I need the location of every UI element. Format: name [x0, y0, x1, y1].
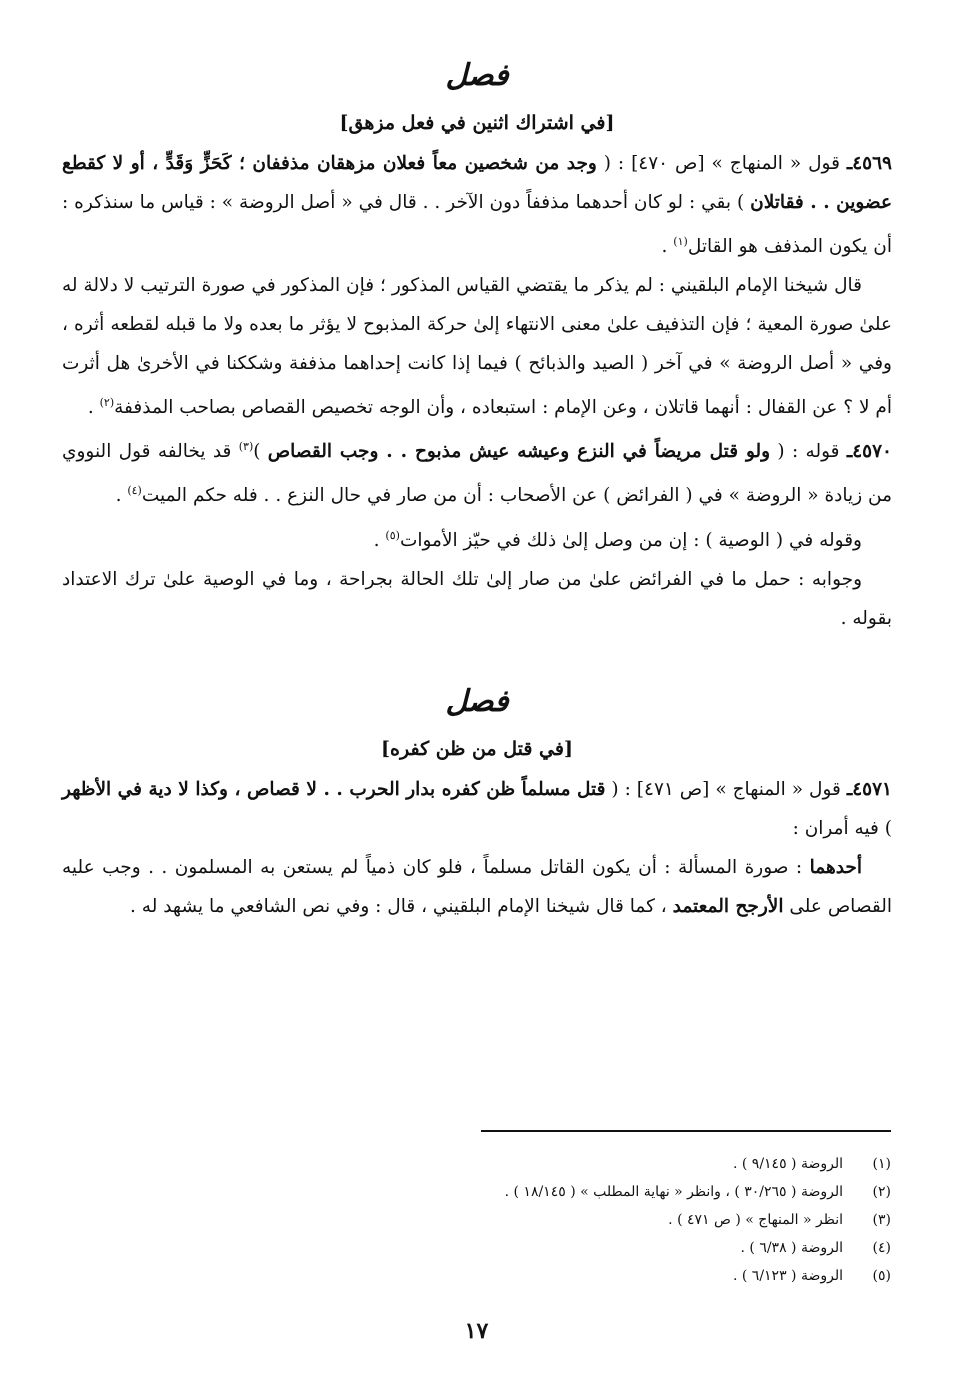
- section-ornament: فصل: [445, 58, 509, 93]
- paragraph: ٤٥٧٠ـ قوله : ( ولو قتل مريضاً في النزع وعيشه عيش مذبوح . . وجب القصاص )$^{(٣)}$ قد يخالفه قول النووي من زيادة « الروضة » في ( الفرائض ) عن الأصحاب : أن من صار في حال النزع . . فله حكم الميت$^{(٤)}$ .: [62, 440, 892, 507]
- issue-number: ٤٥٧١ـ: [846, 778, 892, 800]
- paragraph: أحدهما : صورة المسألة : أن يكون القاتل مسلماً ، فلو كان ذمياً لم يستعن به المسلمون . . وجب عليه القصاص على الأرجح المعتمد ، كما قال شيخنا الإمام البلقيني ، قال : وفي نص الشافعي ما يشهد له .: [62, 856, 892, 917]
- footnote-ref: (١): [673, 235, 688, 248]
- footnote-ref: (٢): [99, 396, 115, 410]
- paragraph: وجوابه : حمل ما في الفرائض علىٰ من صار إلىٰ تلك الحالة بجراحة ، وما في الوصية علىٰ ترك الاعتداد بقوله .: [62, 568, 892, 629]
- footnote: (١) الروضة ( ٩/١٤٥ ) .: [732, 1156, 891, 1172]
- footnote: (٢) الروضة ( ٣٠/٢٦٥ ) ، وانظر « نهاية المطلب » ( ١٨/١٤٥ ) .: [504, 1184, 891, 1200]
- section-ornament: فصل: [445, 683, 509, 719]
- footnotes: [61, 1150, 891, 1290]
- paragraph: ٤٥٧١ـ قول « المنهاج » [ص ٤٧١] : ( قتل مسلماً ظن كفره بدار الحرب . . لا قصاص ، وكذا لا دية في الأظهر ) فيه أمران :: [62, 778, 892, 839]
- paragraph: وقوله في ( الوصية ) : إن من وصل إلىٰ ذلك في حيّز الأموات$^{(٥)}$ .: [373, 528, 862, 551]
- paragraph: ٤٥٦٩ـ قول « المنهاج » [ص ٤٧٠] : ( وجد من شخصين معاً فعلان مزهقان مذففان ؛ كَحَزٍّ وَقَدٍّ ، أو لا كقطع عضوين . . فقاتلان ) بقي : لو كان أحدهما مذففاً دون الآخر . . قال في « أصل الروضة » : قياس ما سنذكره : أن يكون المذفف هو القاتل$^{(١)}$ .: [62, 153, 892, 258]
- section-heading: [في قتل من ظن كفره]: [381, 737, 573, 760]
- footnote-divider: [481, 1130, 891, 1132]
- page-number: ١٧: [464, 1318, 489, 1344]
- section-heading: [في اشتراك اثنين في فعل مزهق]: [339, 112, 615, 134]
- page-body: [62, 58, 892, 926]
- footnote-ref: (٤): [127, 484, 142, 498]
- footnote-ref: (٣): [238, 440, 254, 454]
- footnote: (٥) الروضة ( ٦/١٢٣ ) .: [732, 1268, 891, 1284]
- issue-number: ٤٥٦٩ـ: [846, 153, 892, 174]
- paragraph: قال شيخنا الإمام البلقيني : لم يذكر ما يقتضي القياس المذكور ؛ فإن المذكور في صورة الترتيب لا دلالة له علىٰ صورة المعية ؛ فإن التذفيف علىٰ معنى الانتهاء إلىٰ حركة المذبوح لا يؤثر ما بعده ولا ما قبله لقطعه أثره ، وفي « أصل الروضة » في آخر ( الصيد والذبائح ) فيما إذا كانت إحداهما مذففة وشككنا في الأخرىٰ هل أثرت أم لا ؟ عن القفال : أنهما قاتلان ، وعن الإمام : استبعاده ، وأن الوجه تخصيص القصاص بصاحب المذففة$^{(٢)}$ .: [62, 275, 892, 419]
- footnote-ref: (٥): [385, 528, 400, 542]
- footnote: (٣) انظر « المنهاج » ( ص ٤٧١ ) .: [668, 1212, 891, 1228]
- issue-number: ٤٥٧٠ـ: [846, 441, 892, 463]
- footnote: (٤) الروضة ( ٦/٣٨ ) .: [740, 1240, 891, 1256]
